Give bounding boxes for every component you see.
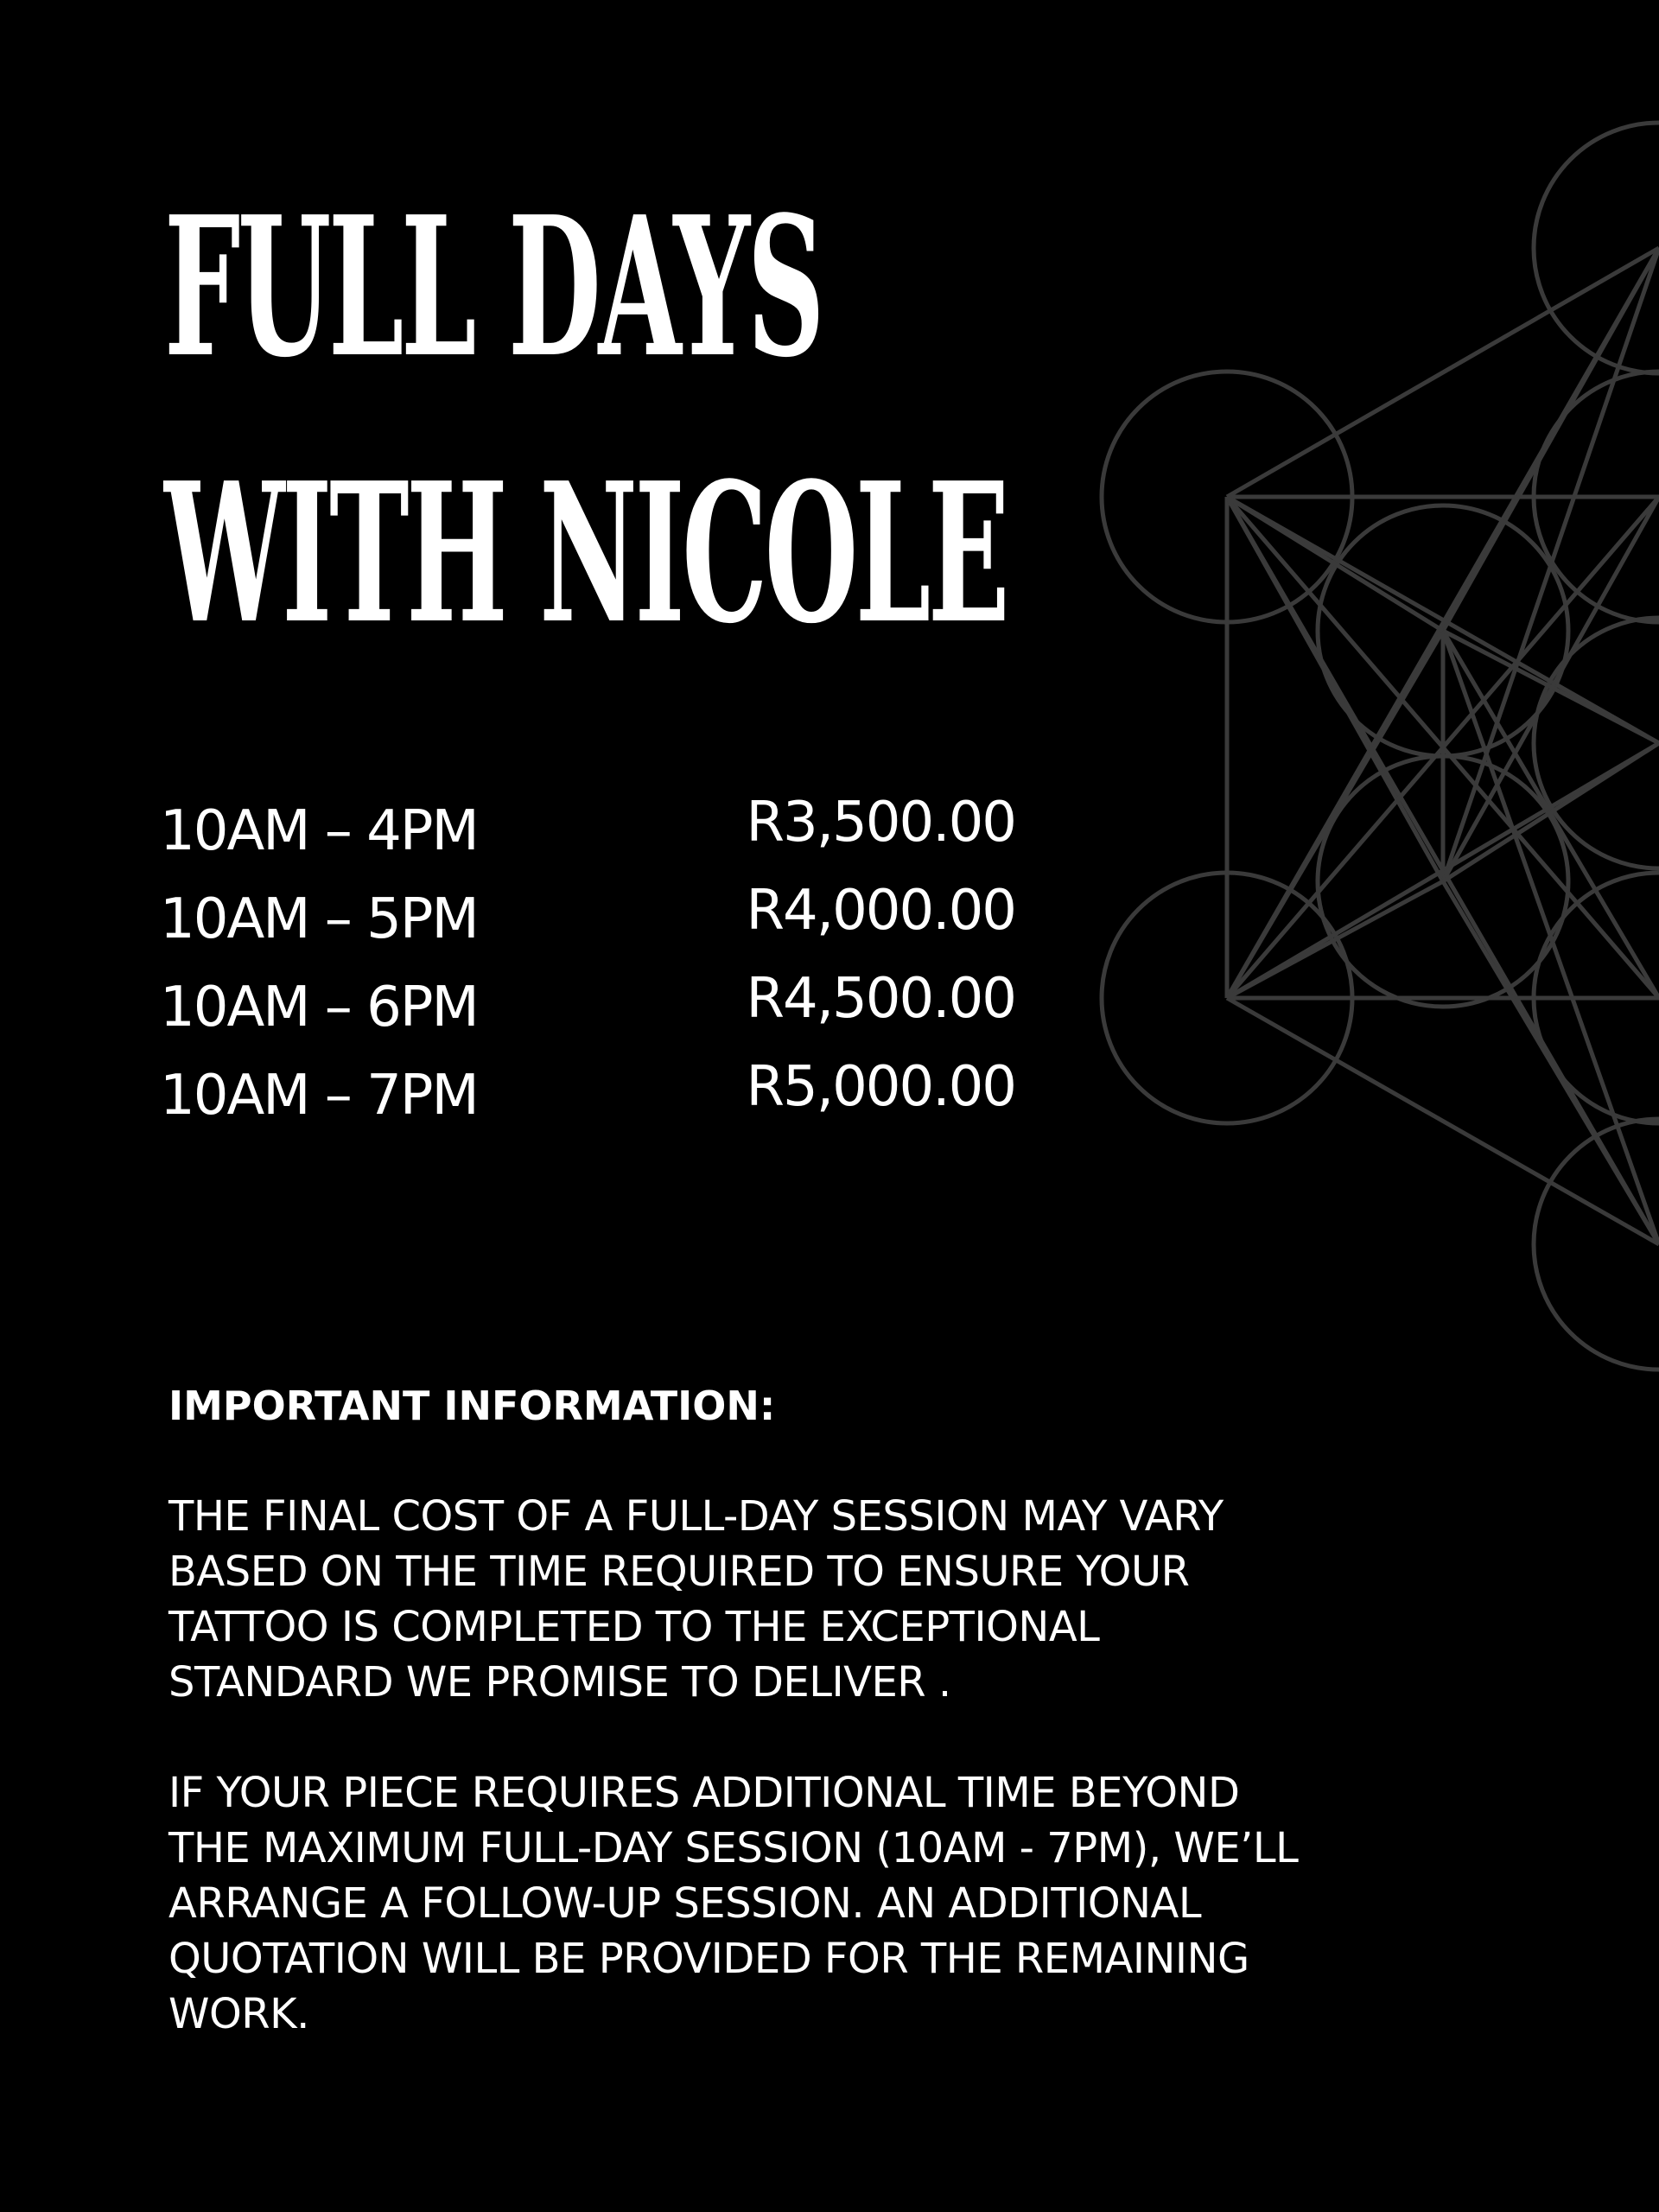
info-paragraph-follow-up: IF YOUR PIECE REQUIRES ADDITIONAL TIME BEYOND THE MAXIMUM FULL-DAY SESSION (10AM - 7PM), WE’LL ARRANGE A FOLLOW-UP SESSION. AN ADDITIONAL QUOTATION WILL BE PROVIDED FOR THE REMAINING WORK.	[168, 1769, 1299, 2038]
rate-price: R3,500.00	[746, 791, 1015, 855]
geometry-circle	[1534, 618, 1659, 868]
rate-time: 10AM – 4PM	[160, 799, 478, 863]
rate-row	[160, 879, 1015, 967]
rate-price: R4,500.00	[746, 967, 1015, 1031]
rates-list	[160, 791, 1015, 1143]
important-information	[168, 1378, 1516, 2042]
rate-row	[160, 967, 1015, 1055]
info-paragraph-cost: THE FINAL COST OF A FULL-DAY SESSION MAY VARY BASED ON THE TIME REQUIRED TO ENSURE YOUR TATTOO IS COMPLETED TO THE EXCEPTIONAL STANDARD WE PROMISE TO DELIVER .	[168, 1492, 1224, 1707]
rate-row	[160, 1055, 1015, 1143]
geometry-circle	[1534, 1119, 1659, 1370]
page-title-line-1: FULL DAYS	[164, 175, 823, 400]
rate-price: R5,000.00	[746, 1055, 1015, 1119]
rate-time: 10AM – 6PM	[160, 976, 478, 1039]
rate-price: R4,000.00	[746, 879, 1015, 943]
page-title-line-2: WITH NICOLE	[164, 442, 1007, 666]
geometry-circle	[1534, 123, 1659, 373]
rate-time: 10AM – 7PM	[160, 1064, 478, 1128]
rate-row	[160, 791, 1015, 879]
info-heading: IMPORTANT INFORMATION:	[168, 1382, 776, 1429]
rate-time: 10AM – 5PM	[160, 887, 478, 951]
